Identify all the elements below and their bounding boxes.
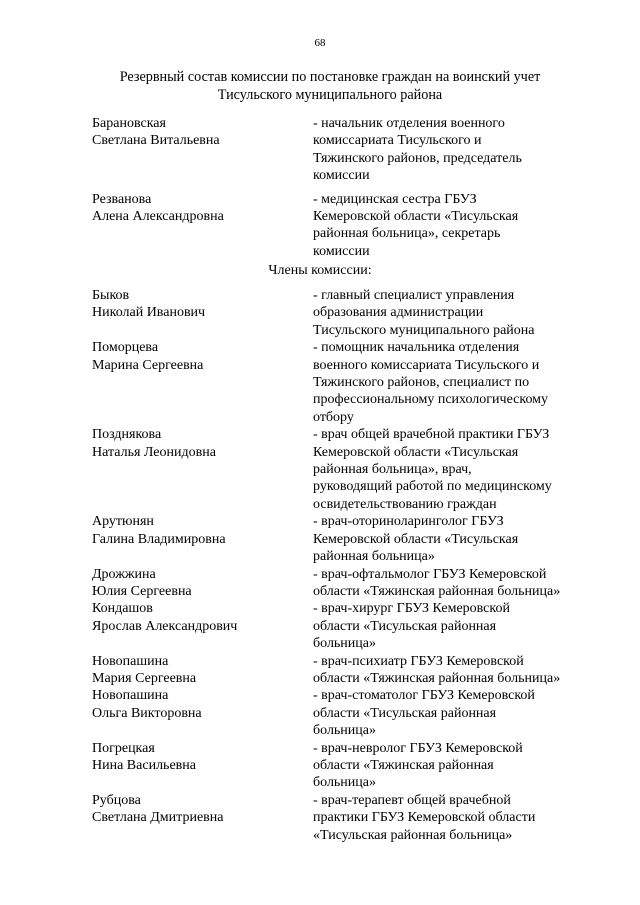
- person-role: - врач общей врачебной практики ГБУЗ Кемеровской области «Тисульская районная больница», врач, руководящий работой по медицинскому освидетельствованию граждан: [313, 427, 552, 512]
- page-number: 68: [314, 37, 326, 49]
- members-heading: Члены комиссии:: [268, 263, 372, 278]
- list-item: [92, 287, 592, 339]
- list-item: [92, 115, 592, 185]
- person-role: - врач-оториноларинголог ГБУЗ Кемеровской области «Тисульская районная больница»: [313, 514, 519, 565]
- person-role: - медицинская сестра ГБУЗ Кемеровской области «Тисульская районная больница», секретарь комиссии: [313, 191, 519, 259]
- person-role: - врач-терапевт общей врачебной практики ГБУЗ Кемеровской области «Тисульская районная больница»: [313, 792, 536, 843]
- title-line: Тисульского муниципального района: [217, 86, 443, 103]
- list-item: [92, 653, 592, 688]
- person-name: Поморцева Марина Сергеевна: [92, 340, 204, 373]
- person-name: Новопашина Мария Сергеевна: [92, 653, 197, 686]
- person-role: - главный специалист управления образования администрации Тисульского муниципального района: [313, 288, 535, 338]
- list-item: [92, 513, 592, 565]
- person-name: Дрожжина Юлия Сергеевна: [92, 566, 192, 599]
- person-name: Арутюнян Галина Владимировна: [92, 514, 226, 547]
- person-name: Рубцова Светлана Дмитриевна: [92, 792, 224, 826]
- person-name: Барановская Светлана Витальевна: [92, 116, 220, 149]
- person-role: - врач-психиатр ГБУЗ Кемеровской области «Тяжинская районная больница»: [313, 653, 561, 686]
- leadership-list: [92, 115, 592, 260]
- person-role: - врач-невролог ГБУЗ Кемеровской области «Тяжинская районная больница»: [313, 740, 523, 791]
- person-name: Погрецкая Нина Васильевна: [92, 740, 196, 773]
- person-name: Резванова Алена Александровна: [92, 191, 224, 225]
- list-item: [92, 426, 592, 513]
- person-name: Новопашина Ольга Викторовна: [92, 688, 202, 721]
- list-item: [92, 191, 592, 261]
- members-list: [92, 287, 592, 844]
- list-item: [92, 740, 592, 792]
- person-role: - врач-хирург ГБУЗ Кемеровской области «Тисульская районная больница»: [313, 601, 510, 652]
- title-line: Резервный состав комиссии по постановке граждан на воинский учет: [119, 69, 541, 85]
- person-name: Позднякова Наталья Леонидовна: [92, 427, 216, 460]
- list-item: [92, 566, 592, 601]
- list-item: [92, 600, 592, 652]
- person-role: - начальник отделения военного комиссариата Тисульского и Тяжинского районов, председатель комиссии: [313, 116, 522, 184]
- person-role: - врач-офтальмолог ГБУЗ Кемеровской области «Тяжинская районная больница»: [313, 566, 561, 599]
- list-item: [92, 792, 592, 844]
- person-name: Кондашов Ярослав Александрович: [92, 601, 238, 634]
- person-role: - врач-стоматолог ГБУЗ Кемеровской области «Тисульская районная больница»: [313, 688, 535, 739]
- document-title: [60, 69, 600, 104]
- list-item: [92, 687, 592, 739]
- person-role: - помощник начальника отделения военного комиссариата Тисульского и Тяжинского районов, специалист по профессиональному психологическому отбору: [313, 340, 549, 425]
- list-item: [92, 339, 592, 426]
- person-name: Быков Николай Иванович: [92, 288, 206, 321]
